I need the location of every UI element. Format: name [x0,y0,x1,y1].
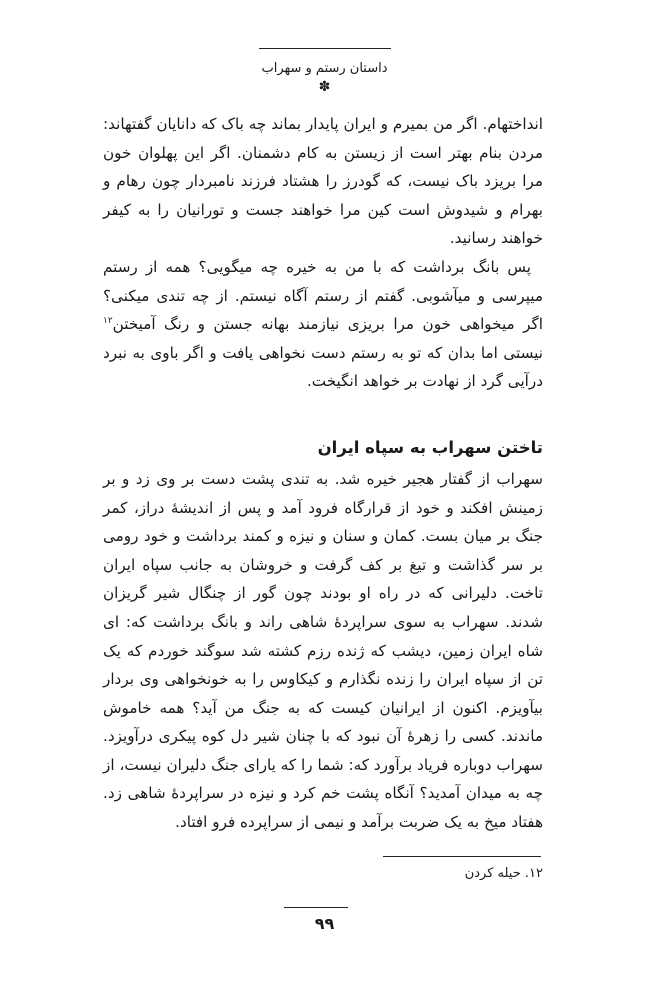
paragraph-text: پس بانگ برداشت که با من به خیره چه میگویی؟ همه از رستم میپرسی و میآشوبی. گفتم از رستم آگاه نیستم. از چه تندی میکنی؟ اگر میخواهی خون مرا بریزی نیازمند بهانه جستن و رنگ آمیختن [103,257,543,334]
section-heading: تاختن سهراب به سپاه ایران [317,437,543,457]
page-number-rule [284,907,348,908]
footnote: ١٢. حیله کردن [464,866,543,881]
paragraph: انداختهام. اگر من بمیرم و ایران پایدار بماند چه باک که دانایان گفتهاند: مردن بنام بهتر است از زیستن به کام دشمنان. اگر این پهلوان خون مرا بریزد باک نیست، که گودرز را هشتاد فرزند نامبردار چون رهام و بهرام و شیدوش است کین مرا خواهند جست و تورانیان را به کیفر خواهند رسانید. [103,115,543,248]
page-header [0,48,649,94]
body-text [103,110,543,837]
header-rule [259,48,391,49]
page-number: ۹۹ [314,914,335,933]
footnote-reference: ١٢ [103,316,113,327]
footnote-rule [383,856,541,857]
paragraph-text: نیستی اما بدان که تو به رستم دست نخواهی یافت و اگر باوی به نبرد درآیی گرد از نهادت بر خواهد انگیخت. [103,343,543,391]
ornament-icon: ✽ [318,79,331,95]
running-title: داستان رستم و سهراب [261,61,388,76]
paragraph [103,253,543,396]
paragraph: سهراب از گفتار هجیر خیره شد. به تندی پشت دست بر وی زد و بر زمینش افکند و خود از قرارگاه فرود آمد و پس از اندیشهٔ دراز، کمر جنگ بر میان بست. کمان و سنان و نیزه و کمند برداشت و خود رومی بر سر گذاشت و تیغ بر کف گرفت و خروشان به جانب سپاه ایران تاخت. دلیرانی که در راه او بودند چون گور از چنگال شیر گریزان شدند. سهراب به سوی سراپردهٔ شاهی راند و بانگ برداشت که: ای شاه ایران زمین، دیشب که ژنده رزم کشته شد سوگند خوردم که یک تن از سپاه ایران را زنده نگذارم و کیکاوس را به خونخواهی وی بردار بیآویزم. اکنون از ایرانیان کیست که به جنگ من آید؟ همه خاموش ماندند. کسی را زهرهٔ آن نبود که با چنان شیر دل کوه پیکری درآویزد. سهراب دوباره فریاد برآورد که: شما را که یارای جنگ دلیران نیست، از چه به میدان آمدید؟ آنگاه پشت خم کرد و نیزه در سراپردهٔ شاهی زد. هفتاد میخ به یک ضربت برآمد و نیمی از سراپرده فرو افتاد. [103,469,543,832]
